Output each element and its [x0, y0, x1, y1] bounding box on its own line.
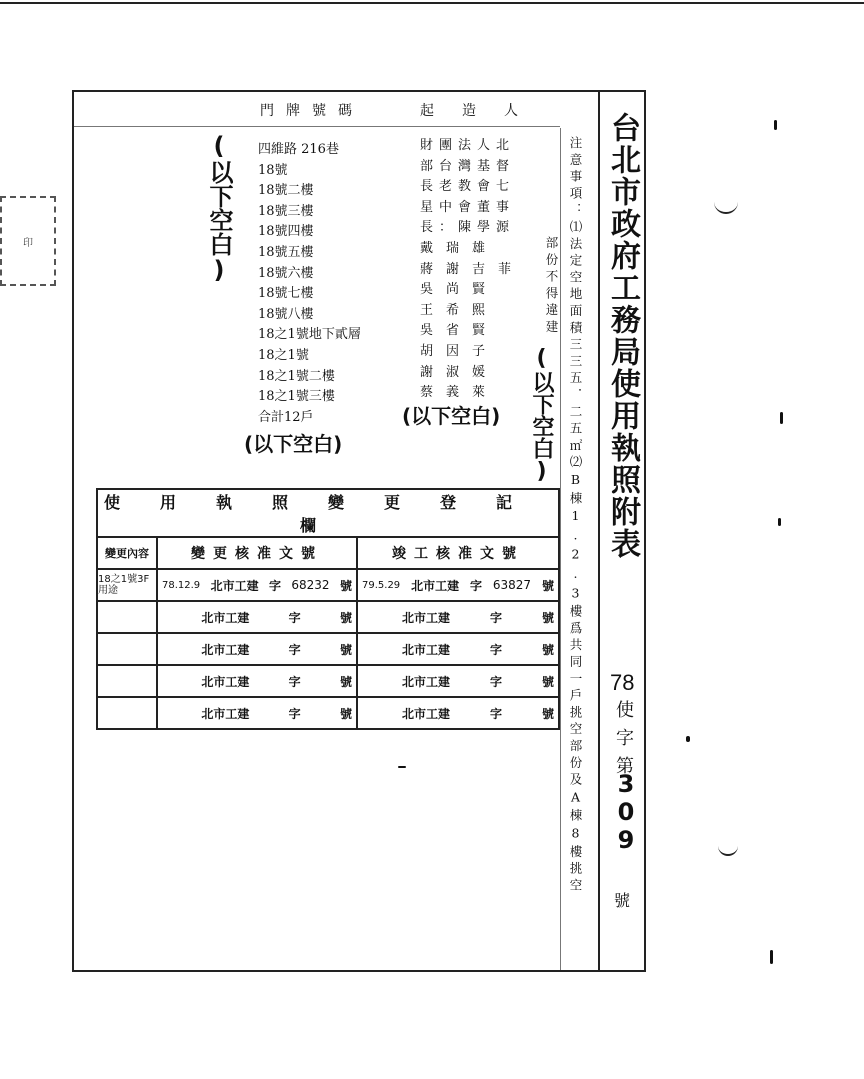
applicant-line: 長老教會七 — [420, 179, 516, 195]
approval-cell — [158, 577, 356, 594]
header-completion: 竣工核准文號 — [357, 537, 559, 569]
scan-arc — [718, 840, 738, 856]
scan-speck — [686, 736, 690, 742]
notes-line-2: 部份不得違建 — [544, 236, 559, 337]
blank-mark-left: (以下空白) — [205, 132, 233, 284]
applicant-line: 財團法人北 — [420, 138, 516, 153]
address-column-header: 門牌號碼 — [260, 103, 364, 119]
license-year: 78 — [610, 670, 635, 695]
completion-char: 字 — [489, 674, 502, 689]
address-item: 18號 — [258, 162, 288, 178]
address-item: 18之1號地下貳層 — [258, 327, 361, 343]
table-row — [97, 665, 559, 697]
address-list — [258, 140, 361, 428]
completion-number: 63827 — [492, 578, 532, 592]
approval-cell — [158, 641, 356, 658]
registration-table — [96, 488, 560, 730]
row-content — [97, 665, 157, 697]
address-item: 四維路 216巷 — [258, 142, 339, 157]
registration-table-title: 使用執照變更登記欄 — [97, 489, 559, 537]
applicant-line: 蔡 義 萊 — [420, 385, 486, 401]
address-item: 18號二樓 — [258, 183, 314, 199]
applicant-line: 吳 省 賢 — [420, 323, 486, 339]
completion-suffix: 號 — [541, 706, 554, 721]
approval-char: 字 — [288, 706, 301, 721]
address-item: 18之1號 — [258, 347, 309, 363]
notes-line-1: 注意事項：⑴法定空地面積三三五．二五㎡⑵B棟1.2.3樓爲共同一戶挑空部份及A棟8樓挑空 — [568, 136, 583, 896]
row-content: 18之1號3F 用途 — [97, 569, 157, 601]
address-item: 18號三樓 — [258, 203, 314, 219]
applicant-line: 部台灣基督 — [420, 158, 516, 174]
scan-speck — [774, 120, 777, 130]
approval-suffix: 號 — [339, 578, 352, 593]
approval-suffix: 號 — [339, 706, 352, 721]
approval-prefix: 北市工建 — [201, 610, 250, 625]
scan-speck — [778, 518, 781, 526]
scan-top-edge — [0, 2, 864, 4]
completion-prefix: 北市工建 — [411, 578, 460, 593]
applicant-line: 星中會董事 — [420, 199, 516, 215]
completion-suffix: 號 — [541, 578, 554, 593]
applicant-column-header: 起造人 — [420, 103, 546, 119]
notes-divider-line — [560, 128, 561, 970]
completion-char: 字 — [469, 578, 482, 593]
completion-prefix: 北市工建 — [401, 706, 450, 721]
header-underline — [74, 126, 560, 127]
applicant-line: 長：陳學源 — [420, 220, 516, 236]
address-item: 18號七樓 — [258, 286, 314, 302]
completion-cell — [358, 673, 558, 690]
completion-prefix: 北市工建 — [401, 610, 450, 625]
address-item: 18號五樓 — [258, 244, 314, 260]
approval-suffix: 號 — [339, 610, 352, 625]
approval-prefix: 北市工建 — [201, 674, 250, 689]
approval-prefix: 北市工建 — [201, 642, 250, 657]
approval-char: 字 — [288, 642, 301, 657]
address-item: 18號四樓 — [258, 224, 314, 240]
approval-cell — [158, 705, 356, 722]
completion-cell — [358, 641, 558, 658]
completion-prefix: 北市工建 — [401, 674, 450, 689]
applicant-line: 吳 尚 賢 — [420, 282, 486, 298]
blank-mark-names: (以下空白) — [402, 404, 501, 428]
approval-char: 字 — [288, 674, 301, 689]
completion-suffix: 號 — [541, 642, 554, 657]
address-item: 18號八樓 — [258, 306, 314, 322]
completion-cell — [358, 705, 558, 722]
completion-prefix: 北市工建 — [401, 642, 450, 657]
table-row — [97, 633, 559, 665]
applicant-line: 王 希 熙 — [420, 302, 486, 318]
applicant-line: 謝 淑 媛 — [420, 364, 486, 380]
license-number: 309 — [612, 770, 640, 854]
applicant-line: 胡 因 子 — [420, 343, 486, 359]
approval-suffix: 號 — [339, 642, 352, 657]
header-content: 變更內容 — [97, 537, 157, 569]
approval-cell — [158, 673, 356, 690]
address-total: 合計12戶 — [258, 409, 314, 425]
completion-cell — [358, 577, 558, 594]
table-row — [97, 697, 559, 729]
approval-char: 字 — [268, 578, 281, 593]
license-suffix: 號 — [614, 891, 631, 910]
completion-char: 字 — [489, 642, 502, 657]
approval-prefix: 北市工建 — [210, 578, 259, 593]
approval-char: 字 — [288, 610, 301, 625]
completion-suffix: 號 — [541, 674, 554, 689]
scan-speck — [770, 950, 773, 964]
table-row — [97, 601, 559, 633]
scan-arc — [714, 198, 738, 214]
approval-date: 78.12.9 — [162, 579, 201, 591]
address-item: 18之1號三樓 — [258, 389, 335, 405]
scan-speck — [780, 412, 783, 424]
row-content — [97, 697, 157, 729]
address-item: 18號六樓 — [258, 265, 314, 281]
completion-cell — [358, 609, 558, 626]
completion-char: 字 — [489, 706, 502, 721]
approval-number: 68232 — [291, 578, 330, 592]
completion-char: 字 — [489, 610, 502, 625]
table-row — [97, 569, 559, 601]
approval-suffix: 號 — [339, 674, 352, 689]
partial-seal-stamp: 印 — [0, 196, 56, 286]
blank-mark-right: (以下空白) — [529, 346, 554, 484]
scan-speck — [398, 766, 406, 768]
row-content — [97, 633, 157, 665]
approval-prefix: 北市工建 — [201, 706, 250, 721]
title-divider-line — [598, 92, 600, 970]
row-content — [97, 601, 157, 633]
approval-cell — [158, 609, 356, 626]
completion-date: 79.5.29 — [362, 579, 401, 591]
blank-mark-bottom: (以下空白) — [244, 432, 343, 456]
completion-suffix: 號 — [541, 610, 554, 625]
address-item: 18之1號二樓 — [258, 368, 335, 384]
applicant-line: 蔣 謝 吉 菲 — [420, 261, 512, 277]
applicant-line: 戴 瑞 雄 — [420, 240, 486, 256]
header-approval: 變更核准文號 — [157, 537, 357, 569]
document-title: 台北市政府工務局使用執照附表 — [605, 112, 640, 560]
license-label: 使字第 — [613, 700, 634, 784]
applicant-list — [420, 136, 515, 404]
